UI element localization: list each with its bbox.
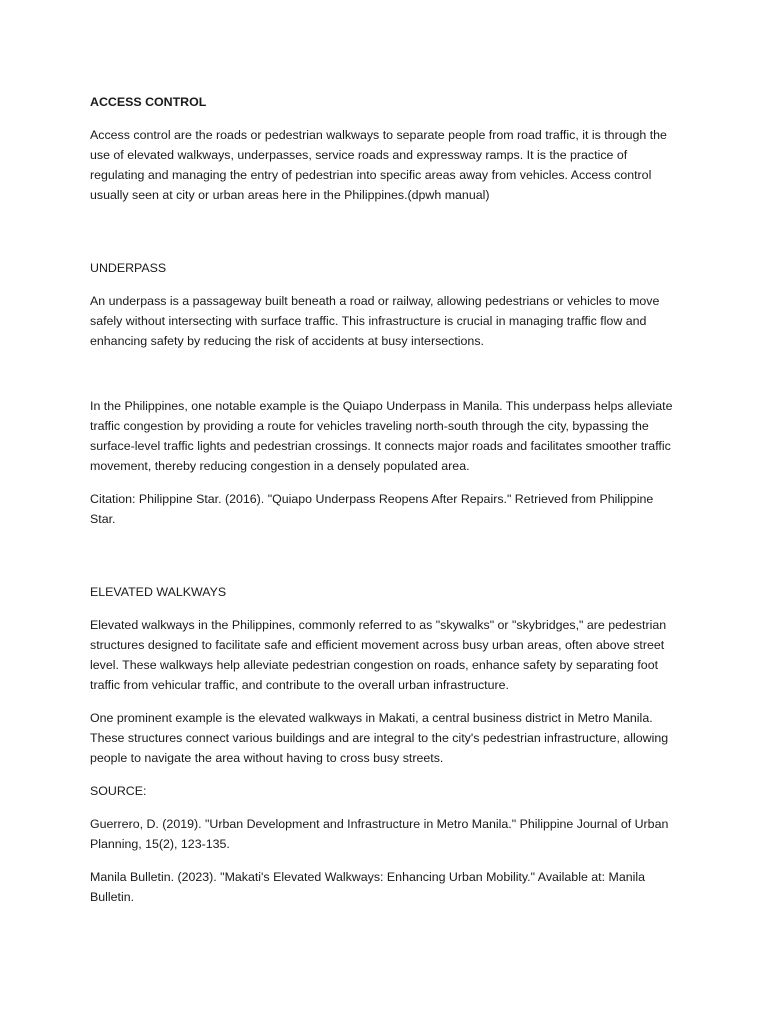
source-reference-1: Guerrero, D. (2019). "Urban Development and Infrastructure in Metro Manila." Philippine Journal of Urban Planning, 15(2), 123-135. — [90, 817, 669, 851]
paragraph-access-control: Access control are the roads or pedestrian walkways to separate people from road traffic, it is through the use of elevated walkways, underpasses, service roads and expressway ramps. It is the practice of regulating and managing the entry of pedestrian into specific areas away from vehicles. Access control usually seen at city or urban areas here in the Philippines.(dpwh manual) — [90, 128, 667, 202]
paragraph-underpass-definition: An underpass is a passageway built beneath a road or railway, allowing pedestrians or vehicles to move safely without intersecting with surface traffic. This infrastructure is crucial in managing traffic flow and enhancing safety by reducing the risk of accidents at busy intersections. — [90, 294, 660, 348]
citation-underpass: Citation: Philippine Star. (2016). "Quiapo Underpass Reopens After Repairs." Retrieved from Philippine Star. — [90, 492, 654, 526]
source-reference-2: Manila Bulletin. (2023). "Makati's Elevated Walkways: Enhancing Urban Mobility." Available at: Manila Bulletin. — [90, 870, 646, 904]
spacer — [90, 542, 680, 582]
heading-elevated-walkways: ELEVATED WALKWAYS — [90, 585, 227, 599]
paragraph-underpass-example: In the Philippines, one notable example is the Quiapo Underpass in Manila. This underpass helps alleviate traffic congestion by providing a route for vehicles traveling north-south through the city, bypassing the surface-level traffic lights and pedestrian crossings. It connects major roads and facilitates smoother traffic movement, thereby reducing congestion in a densely populated area. — [90, 399, 673, 473]
paragraph-elevated-walkways-example: One prominent example is the elevated walkways in Makati, a central business district in Metro Manila. These structures connect various buildings and are integral to the city's pedestrian infrastructure, allowing people to navigate the area without having to cross busy streets. — [90, 711, 669, 765]
paragraph-elevated-walkways-definition: Elevated walkways in the Philippines, commonly referred to as "skywalks" or "skybridges," are pedestrian structures designed to facilitate safe and efficient movement across busy urban areas, often above street level. These walkways help alleviate pedestrian congestion on roads, enhance safety by separating foot traffic from vehicular traffic, and contribute to the overall urban infrastructure. — [90, 618, 667, 692]
spacer — [90, 218, 680, 258]
document-body — [90, 92, 680, 920]
heading-underpass: UNDERPASS — [90, 261, 167, 275]
spacer — [90, 364, 680, 396]
heading-access-control: ACCESS CONTROL — [90, 95, 207, 109]
source-label: SOURCE: — [90, 784, 147, 798]
